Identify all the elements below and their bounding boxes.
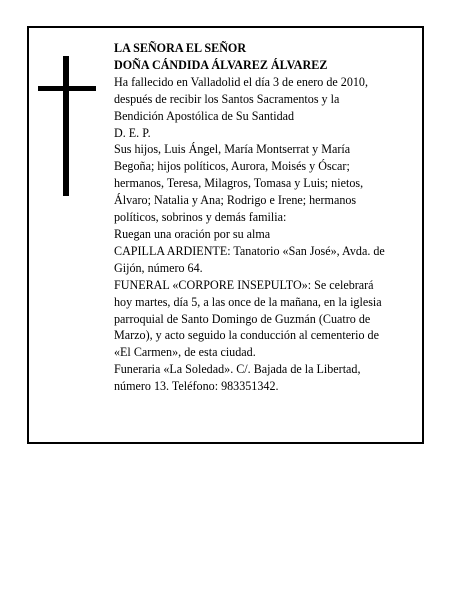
chapel-info-line: Gijón, número 64. xyxy=(114,260,203,275)
family-line: Sus hijos, Luis Ángel, María Montserrat y María xyxy=(114,142,351,157)
death-announcement-line: después de recibir los Santos Sacramentos y la xyxy=(114,91,340,106)
death-announcement-line: Ha fallecido en Valladolid el día 3 de enero de 2010, xyxy=(114,74,368,89)
funeral-info-line: FUNERAL «CORPORE INSEPULTO»: Se celebrará xyxy=(114,277,374,292)
funeral-home-line: Funeraria «La Soledad». C/. Bajada de la Libertad, xyxy=(114,362,361,377)
funeral-info-line: Marzo), y acto seguido la conducción al cementerio de xyxy=(114,328,379,343)
funeral-info-line: «El Carmen», de esta ciudad. xyxy=(114,345,256,360)
family-line: políticos, sobrinos y demás familia: xyxy=(114,210,287,225)
death-announcement-line: Bendición Apostólica de Su Santidad xyxy=(114,108,295,123)
chapel-info-line: CAPILLA ARDIENTE: Tanatorio «San José», Avda. de xyxy=(114,243,385,258)
rip-abbreviation: D. E. P. xyxy=(114,125,151,140)
heading-titles: LA SEÑORA EL SEÑOR xyxy=(114,41,247,55)
obituary-text xyxy=(114,40,424,395)
cross-horizontal-bar xyxy=(38,86,96,91)
funeral-home-line: número 13. Teléfono: 983351342. xyxy=(114,379,279,394)
prayer-request: Ruegan una oración por su alma xyxy=(114,226,271,241)
family-line: Álvaro; Natalia y Ana; Rodrigo e Irene; hermanos xyxy=(114,193,357,208)
cross-icon xyxy=(38,56,96,196)
deceased-name: DOÑA CÁNDIDA ÁLVAREZ ÁLVAREZ xyxy=(114,57,328,72)
cross-vertical-bar xyxy=(63,56,69,196)
family-line: hermanos, Teresa, Milagros, Tomasa y Luis; nietos, xyxy=(114,176,364,191)
funeral-info-line: hoy martes, día 5, a las once de la mañana, en la iglesia xyxy=(114,294,382,309)
family-line: Begoña; hijos políticos, Aurora, Moisés y Óscar; xyxy=(114,159,350,174)
funeral-info-line: parroquial de Santo Domingo de Guzmán (Cuatro de xyxy=(114,311,371,326)
